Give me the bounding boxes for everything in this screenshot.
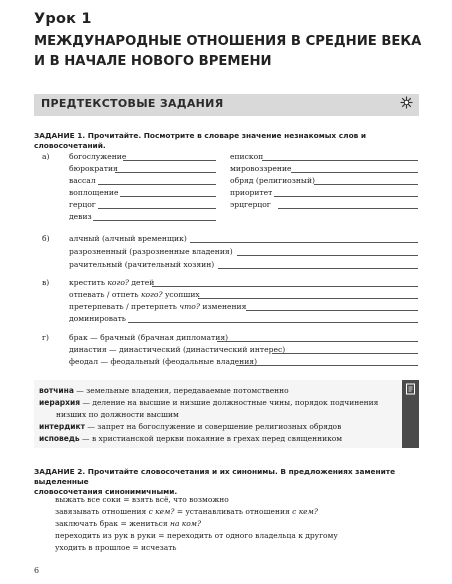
synonym-example-5: уходить в прошлое = исчезать [55, 543, 177, 552]
group-b-marker: б) [42, 234, 50, 243]
answer-line[interactable] [217, 341, 418, 342]
group-v-item-4: доминировать [69, 314, 126, 323]
glossary-entry: вотчина — земельные владения, передаваемые потомственно [39, 386, 289, 395]
group-b-item-2: разрозненный (разрозненные владения) [69, 247, 233, 256]
glossary-entry: интердикт — запрет на богослужение и совершение религиозных обрядов [39, 422, 342, 431]
answer-line[interactable] [190, 242, 418, 243]
lesson-title-line-2: И В НАЧАЛЕ НОВОГО ВРЕМЕНИ [34, 54, 272, 69]
group-g-item-2: династия — династический (династический интерес) [69, 345, 286, 354]
answer-line[interactable] [120, 196, 216, 197]
answer-line[interactable] [236, 365, 418, 366]
task-2-instruction [34, 467, 422, 497]
group-b-item-3: рачительный (рачительный хозяин) [69, 260, 215, 269]
group-g-item-3: феодал — феодальный (феодальные владения) [69, 357, 258, 366]
answer-line[interactable] [262, 160, 418, 161]
section-header [34, 94, 419, 116]
lesson-number: Урок 1 [34, 11, 92, 27]
answer-line[interactable] [98, 184, 216, 185]
group-a-left-6: девиз [69, 212, 92, 221]
answer-line[interactable] [291, 172, 418, 173]
glossary-entry: иерархия — деление на высшие и низшие должностные чины, порядок подчинения [39, 398, 379, 407]
group-a-right-4: приоритет [230, 188, 273, 197]
answer-line[interactable] [274, 196, 418, 197]
answer-line[interactable] [128, 322, 418, 323]
answer-line[interactable] [123, 160, 216, 161]
group-a-right-5: эрцгерцог [230, 200, 271, 209]
group-v-marker: в) [42, 278, 50, 287]
group-a-right-1: епископ [230, 152, 264, 161]
group-g-item-1: брак — брачный (брачная дипломатия) [69, 333, 229, 342]
group-b-item-1: алчный (алчный временщик) [69, 234, 187, 243]
group-a-right-2: мировоззрение [230, 164, 292, 173]
synonym-example-2: завязывать отношения с кем? = устанавливать отношения с кем? [55, 507, 318, 516]
synonym-example-1: выжать все соки = взять всё, что возможно [55, 495, 229, 504]
synonym-example-3: заключать брак = жениться на ком? [55, 519, 202, 528]
group-a-left-1: богослужение [69, 152, 127, 161]
answer-line[interactable] [246, 310, 418, 311]
group-a-left-4: воплощение [69, 188, 119, 197]
group-a-left-3: вассал [69, 176, 96, 185]
answer-line[interactable] [314, 184, 418, 185]
lesson-title [34, 32, 434, 72]
group-a-left-5: герцог [69, 200, 96, 209]
glossary-entry: исповедь — в христианской церкви покаяние в грехах перед священником [39, 434, 343, 443]
sun-icon [400, 96, 413, 113]
answer-line[interactable] [93, 220, 216, 221]
group-a-marker: а) [42, 152, 50, 161]
lesson-title-line-1: МЕЖДУНАРОДНЫЕ ОТНОШЕНИЯ В СРЕДНИЕ ВЕКА [34, 34, 422, 49]
answer-line[interactable] [237, 255, 418, 256]
answer-line[interactable] [152, 286, 418, 287]
book-icon [404, 383, 417, 397]
answer-line[interactable] [218, 268, 418, 269]
group-a-right-3: обряд (религиозный) [230, 176, 315, 185]
section-title: ПРЕДТЕКСТОВЫЕ ЗАДАНИЯ [41, 97, 224, 110]
answer-line[interactable] [98, 208, 216, 209]
answer-line[interactable] [115, 172, 216, 173]
group-v-item-1: крестить кого? детей [69, 278, 155, 287]
task-2-line-1: ЗАДАНИЕ 2. Прочитайте словосочетания и их синонимы. В предложениях замените выделенные [34, 467, 396, 486]
answer-line[interactable] [278, 208, 418, 209]
answer-line[interactable] [198, 298, 418, 299]
task-2-line-2: словосочетания синонимичными. [34, 487, 178, 496]
group-a-left-2: бюрократия [69, 164, 118, 173]
synonym-example-4: переходить из рук в руки = переходить от одного владельца к другому [55, 531, 338, 540]
group-g-marker: г) [42, 333, 49, 342]
glossary-entry-continuation: низших по должности высшим [56, 410, 179, 419]
group-v-item-3: претерпевать / претерпеть что? изменения [69, 302, 247, 311]
glossary-tab [402, 380, 419, 448]
task-1-instruction: ЗАДАНИЕ 1. Прочитайте. Посмотрите в словаре значение незнакомых слов и словосочетаний. [34, 131, 367, 150]
answer-line[interactable] [272, 353, 418, 354]
page-number: 6 [34, 566, 40, 575]
group-v-item-2: отпевать / отпеть кого? усопших [69, 290, 200, 299]
